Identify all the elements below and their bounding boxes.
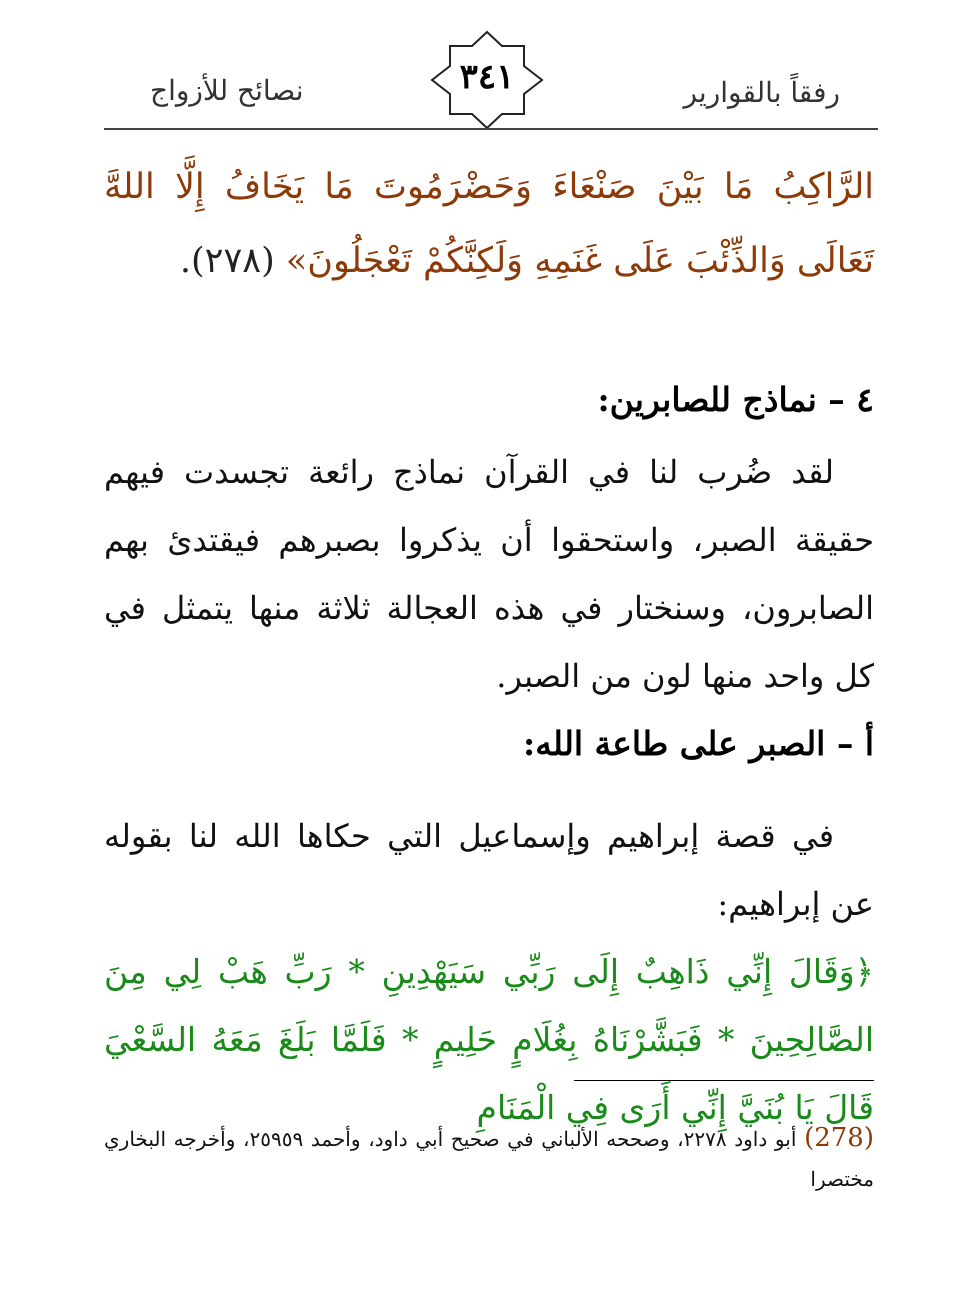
footnote-number: (278)	[804, 1123, 875, 1153]
header-divider	[104, 128, 878, 130]
hadith-text: الرَّاكِبُ مَا بَيْنَ صَنْعَاءَ وَحَضْرَمُوتَ مَا يَخَافُ إِلَّا اللهَّ تَعَالَى وَالذِّئْبَ عَلَى غَنَمِهِ وَلَكِنَّكُمْ تَعْجَلُونَ»	[104, 167, 874, 281]
footnote-divider	[574, 1080, 874, 1081]
paragraph-ibrahim-text: في قصة إبراهيم وإسماعيل التي حكاها الله لنا بقوله عن إبراهيم:	[104, 817, 874, 923]
paragraph-examples-text: لقد ضُرب لنا في القرآن نماذج رائعة تجسدت فيهم حقيقة الصبر، واستحقوا أن يذكروا بصبرهم فيقتدئ بهم الصابرون، وسنختار في هذه العجالة ثلاثة منها يتمثل في كل واحد منها لون من الصبر.	[104, 453, 874, 695]
book-section-title: نصائح للأزواج	[150, 74, 304, 107]
paragraph-ibrahim	[104, 802, 874, 1142]
quran-verse: ﴿وَقَالَ إِنِّي ذَاهِبٌ إِلَى رَبِّي سَيَهْدِينِ * رَبِّ هَبْ لِي مِنَ الصَّالِحِينَ * فَبَشَّرْنَاهُ بِغُلَامٍ حَلِيمٍ * فَلَمَّا بَلَغَ مَعَهُ السَّعْيَ قَالَ يَا بُنَيَّ إِنِّي أَرَى فِي الْمَنَامِ	[104, 952, 874, 1127]
section-heading-examples: ٤ – نماذج للصابرين:	[597, 380, 874, 419]
hadith-reference: (٢٧٨).	[179, 241, 275, 281]
page-number: ٣٤١	[459, 57, 515, 97]
page-header	[0, 0, 980, 132]
book-title: رفقاً بالقوارير	[683, 76, 840, 109]
page-number-badge	[428, 30, 546, 130]
hadith-quote	[104, 150, 874, 298]
footnote	[104, 1118, 874, 1199]
paragraph-examples	[104, 438, 874, 710]
section-heading-obedience: أ – الصبر على طاعة الله:	[523, 724, 874, 763]
footnote-text: أبو داود ٢٢٧٨، وصححه الألباني في صحيح أبي داود، وأحمد ٢٥٩٥٩، وأخرجه البخاري مختصرا	[104, 1127, 874, 1191]
